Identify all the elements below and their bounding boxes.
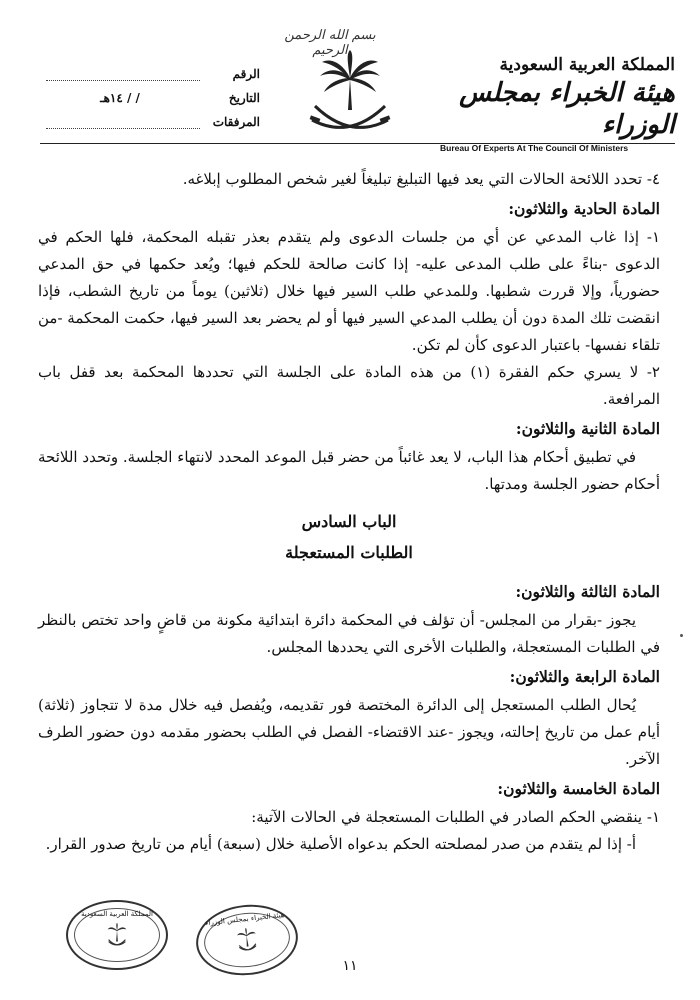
attachments-field xyxy=(46,116,200,129)
paragraph: ١- إذا غاب المدعي عن أي من جلسات الدعوى ولم يتقدم بعذر تقبله المحكمة، فلها الحكم في الدعوى -بناءً على طلب المدعى عليه- إذا كانت صالحة للحكم فيها؛ ويُعد حكمها في حق المدعي حضورياً، وإلا قررت شطبها. وللمدعي طلب السير فيها خلال (ثلاثين) يوماً من تاريخ الشطب، فإذا انقضت تلك المدة دون أن يطلب المدعي السير فيها أو لم يحضر بعد السير فيها، حكمت المحكمة -من تلقاء نفسها- باعتبار الدعوى كأن لم تكن. xyxy=(38,228,660,354)
margin-mark xyxy=(680,634,683,637)
document-body xyxy=(38,166,660,858)
paragraph: يجوز -بقرار من المجلس- أن تؤلف في المحكمة دائرة ابتدائية مكونة من قاضٍ واحد تختص بالنظر في الطلبات المستعجلة، والطلبات الأخرى التي يحددها المجلس. xyxy=(38,611,660,656)
number-label: الرقم xyxy=(232,67,260,81)
seal-text: المملكة العربية السعودية xyxy=(81,910,153,918)
paragraph: ٤- تحدد اللائحة الحالات التي يعد فيها التبليغ تبليغاً لغير شخص المطلوب إبلاغه. xyxy=(182,170,660,188)
number-row xyxy=(40,62,260,86)
paragraph: ١- ينقضي الحكم الصادر في الطلبات المستعجلة في الحالات الآتية: xyxy=(251,808,660,826)
article-heading: المادة الثالثة والثلاثون: xyxy=(515,582,660,601)
paragraph: ٢- لا يسري حكم الفقرة (١) من هذه المادة على الجلسة التي تحددها المحكمة بعد قفل باب المرافعة. xyxy=(38,363,660,408)
kingdom-name: المملكة العربية السعودية xyxy=(499,55,675,75)
bureau-name-english: Bureau Of Experts At The Council Of Ministers xyxy=(440,143,629,153)
header-divider xyxy=(40,143,675,144)
bureau-name-arabic: هيئة الخبراء بمجلس الوزراء xyxy=(459,78,675,140)
number-field xyxy=(46,68,200,81)
page-number: ١١ xyxy=(342,958,358,974)
official-seal xyxy=(193,900,302,980)
seal-text: هيئة الخبراء بمجلس الوزراء xyxy=(204,910,285,928)
attachments-label: المرفقات xyxy=(212,115,260,129)
saudi-emblem-icon xyxy=(300,48,400,143)
letterhead-title xyxy=(440,55,675,153)
chapter-heading: الباب السادس xyxy=(301,512,397,531)
reference-fields xyxy=(40,62,260,134)
article-heading: المادة الخامسة والثلاثون: xyxy=(497,779,660,798)
date-row xyxy=(40,86,260,110)
paragraph: في تطبيق أحكام هذا الباب، لا يعد غائباً من حضر قبل الموعد المحدد لانتهاء الجلسة. وتحدد اللائحة أحكام حضور الجلسة ومدتها. xyxy=(38,448,660,493)
chapter-title: الطلبات المستعجلة xyxy=(285,543,413,562)
article-heading: المادة الثانية والثلاثون: xyxy=(515,419,660,438)
date-label: التاريخ xyxy=(228,91,260,105)
article-heading: المادة الرابعة والثلاثون: xyxy=(509,667,660,686)
official-seal xyxy=(66,900,168,970)
attachments-row xyxy=(40,110,260,134)
paragraph: أ- إذا لم يتقدم من صدر لمصلحته الحكم بدعواه الأصلية خلال (سبعة) أيام من تاريخ صدور القرار. xyxy=(45,835,636,853)
date-value: / / ١٤هـ xyxy=(100,91,140,105)
article-heading: المادة الحادية والثلاثون: xyxy=(508,199,660,218)
paragraph: يُحال الطلب المستعجل إلى الدائرة المختصة فور تقديمه، ويُفصل فيه خلال مدة لا تتجاوز (ثلاثة) أيام عمل من تاريخ إحالته، ويجوز -عند الاقتضاء- الفصل في الطلب بحضور مقدمه دون حضور الطرف الآخر. xyxy=(38,696,660,768)
basmala: بسم الله الرحمن الرحيم xyxy=(284,28,376,58)
